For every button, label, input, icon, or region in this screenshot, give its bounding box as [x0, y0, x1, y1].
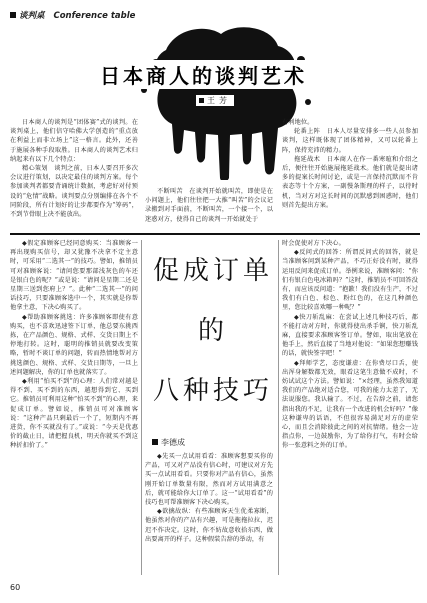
article1-column-1 [10, 118, 138, 219]
paragraph: 拖延战术 日本商人在作一番寒暄和介绍之后，便往往开始施展拖延战术。他们就是提出诸多的提案长时间讨论，或是一言保持沉默而不肯表态等十个方案，一副慢条斯理的样子，以待时机，当对方对这长时间的沉默感到困惑时，他们则首先提出方案。 [282, 155, 418, 209]
paragraph: 精心策划 谈判之前，日本人要召开多次会议进行策划，以决定最佳的谈判方案。每个参加谈判者都要背诵统计数据，考虑好对付预设的“危情”战略。谈判要点分别编排在各个不同阶段，所有计划好的让步都要作为“筹码”，不到节骨眼上决不能放出。 [10, 165, 138, 219]
article1-title: 日本商人的谈判艺术 [98, 60, 309, 89]
paragraph: ◆欲擒故纵：有些准顾客天生优柔寡断，他虽然对你的产品有兴趣，可是拖拖拉拉，迟迟不作决定。这时，你不妨故意收拾东西，做出要离开的样子。这种假装告辞的举动，有 [145, 508, 273, 543]
section-label: 谈判桌 [19, 11, 45, 21]
article2-byline [152, 437, 185, 448]
paragraph: ◆先买一点试用看看：准顾客想要买你的产品，可又对产品没有信心时，可建议对方先买一点试用看看。只要你对产品有信心，虽然刚开始订单数量有限，然而对方试用满意之后，就可能给你大订单了。这一“试用看看”的技巧也可帮准顾客下决心购买。 [145, 453, 273, 507]
paragraph: 日本商人的谈判是“团体赛”式的谈判。在谈判桌上，他们信守哈佛大学创造的“重点放在利益上而非立场上”这一格言。此外，还善于施展各种手段取胜。日本商人的谈判艺术归纳起来有以下几个特点： [10, 119, 138, 163]
paragraph: ◆拜师学艺，态度谦虚：在你费尽口舌，使出浑身解数都无效，眼看这笔生意做不成时，不妨试试这个方法。譬如说：“×经理，虽然我知道我们的产品绝对适合您，可我的能力太差了，无法说服您。我认输了。不过，在告辞之前，请您指出我的不足，让我有一个改进的机会好吗？”像这种谦卑的话语，不但很容易满足对方的虚荣心，而且会消除彼此之间的对抗情绪。他会一边指点你，一边鼓励你，为了给你打气，有时会给你一张意料之外的订单。 [282, 359, 418, 450]
article2-author: 李德成 [161, 438, 185, 447]
column-rule [278, 240, 279, 575]
square-bullet-icon [152, 439, 158, 445]
article2-column-3 [282, 239, 418, 451]
article2-title-line-2: 的 [197, 316, 228, 346]
square-bullet-icon [10, 12, 16, 18]
page-number: 60 [10, 583, 21, 592]
paragraph: 时会促使对方下决心。 [282, 240, 345, 247]
article1-author: 王芳 [207, 96, 231, 105]
paragraph: ◆假定准顾客已经同意购买：当准顾客一再出现购买信号，却又犹豫不决拿不定主意时，可采用“二选其一”的技巧。譬如，推销员可对准顾客说：“请问您要那部浅灰色的车还是银白色的呢？”或是说：“请问是星期二还是星期三送到您府上？”。此种“二选其一”的问话技巧，只要准顾客选中一个，其实就是你帮他拿主意，下决心购买了。 [10, 240, 138, 312]
section-english-label: Conference table [53, 11, 136, 21]
paragraph: 有利地位。 [282, 119, 314, 126]
article2-column-2 [145, 452, 273, 544]
paragraph: ◆快刀斩乱麻：在尝试上述几种技巧后，都不能打动对方时，你就得使出杀手锏，快刀斩乱麻，直接要求准顾客签订单。譬如，取出笔放在他手上，然后直接了当地对他说：“如果您想赚钱的话，就快签字吧！” [282, 313, 418, 358]
paragraph: 不断叫苦 在谈判开始就叫苦，即使是在小问题上，他们往往把一大推“叫苦”的会议记录搬到对手面前，不断叫苦，一个接一个，以迷惑对方，使得自己的谈判一开始就处于 [145, 188, 273, 223]
paragraph: ◆帮助准顾客挑选：许多准顾客即使有意购买，也不喜欢迅速签下订单，他总要东挑西拣，在产品颜色、规格、式样、交货日期上不停地打转。这时，聪明的推销员就要改变策略，暂时不谈订单的问题，转而热情地帮对方挑选颜色、规格、式样、交货日期等，一旦上述问题解决，你的订单也就落实了。 [10, 313, 138, 376]
paragraph: ◆利用“怕买不到”的心理：人们常对越是得不到、买不到的东西，越想得到它、买到它。推销员可利用这种“怕买不到”的心理，来促成订单。譬如说，推销员可对准顾客说：“这种产品只剩最后一个了，短期内不再进货，你不买就没有了。”或说：“今天是优惠价的截止日，请把握良机，明天你就买不到这种折扣价了。” [10, 378, 138, 450]
article1-byline [196, 95, 234, 106]
article2-column-1 [10, 239, 138, 451]
section-divider [10, 233, 420, 235]
article1-column-3 [282, 118, 418, 210]
article2-title-line-1: 促成订单 [152, 256, 273, 286]
square-bullet-icon [199, 98, 204, 103]
article2-title-line-3: 八种技巧 [152, 376, 273, 406]
article1-column-2 [145, 187, 273, 224]
paragraph: 轮番上阵 日本人尽量安排多一些人员参加谈判，这样既体现了团体精神，又可以轮番上阵，保持充沛的精力。 [282, 128, 418, 154]
paragraph: ◆反问式的回答：所谓反问式的回答，就是当准顾客问到某种产品，不巧正好没有时，就得运用反问来促成订单。举例来说，准顾客问：“你们有银白色电冰箱吗？”这时，推销员不可回答没有，而应该反问道：“抱歉！我们没有生产，不过我们有白色、棕色、粉红色的，在这几种颜色里，您比较喜欢哪一种呢？” [282, 249, 418, 312]
column-rule [141, 240, 142, 575]
